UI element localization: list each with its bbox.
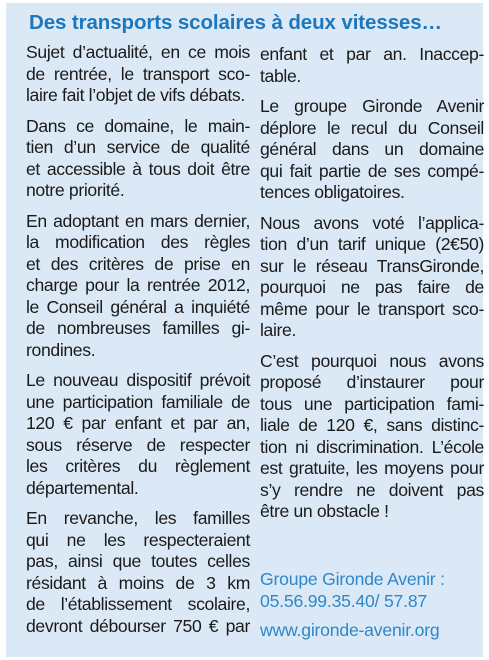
text-line: devront débourser 750 € par [26,615,250,636]
text-line: rondines. [26,339,96,360]
left-column [26,42,250,646]
text-line: Le groupe Gironde Avenir [260,96,484,116]
text-line: général dans un domaine [260,139,484,159]
text-line: Nous avons voté l’applica- [260,212,484,233]
text-line: En adoptant en mars dernier, [26,210,250,231]
text-line: tion d’un tarif unique (2€50) [260,234,484,254]
paragraph [260,351,484,523]
text-line: tences obligatoires. [260,182,405,202]
article-panel [6,3,483,657]
text-line: s’y rendre ne doivent pas [260,479,484,500]
text-line: tous une participation fami- [260,393,484,414]
text-line: proposé d’instaurer pour [260,372,484,392]
text-line: Dans ce domaine, le main- [26,115,250,136]
text-line: même pour le transport sco- [260,298,484,319]
text-line: de nombreuses familles gi- [26,318,250,338]
paragraph [26,370,250,499]
text-line: En revanche, les familles [26,508,250,528]
text-line: laire. [260,320,297,340]
text-line: et accessible à tous doit être [26,158,250,179]
text-line: départemental. [26,477,139,498]
text-line: et des critères de prise en [26,253,250,274]
article-title: Des transports scolaires à deux vitesses… [29,11,442,34]
text-line: résidant à moins de 3 km [26,572,250,593]
text-line: notre priorité. [26,180,125,200]
text-line: charge pour la rentrée 2012, [26,275,250,295]
text-line: C’est pourquoi nous avons [260,350,484,371]
text-line: la modification des règles [26,232,250,252]
website-link[interactable]: www.gironde-avenir.org [260,620,440,640]
paragraph [26,211,250,362]
text-line: table. [260,65,301,86]
text-line: tion ni discrimination. L’école [260,436,484,457]
right-column [260,44,484,532]
text-line: 120 € par enfant et par an, [26,413,250,433]
text-line: déplore le recul du Conseil [260,117,484,138]
text-line: être un obstacle ! [260,501,389,521]
signature-group: Groupe Gironde Avenir : [260,569,445,589]
text-line: qui ne les respecteraient [26,529,250,550]
paragraph [260,96,484,204]
text-line: le Conseil général a inquiété [26,296,250,317]
text-line: enfant et par an. Inaccep- [260,44,484,64]
text-line: sur le réseau TransGironde, [260,255,484,276]
text-line: de l’établissement scolaire, [26,594,250,614]
text-line: pourquoi ne pas faire de [260,277,484,297]
paragraph [260,44,484,87]
text-line: Le nouveau dispositif prévoit [26,370,250,390]
text-line: est gratuite, les moyens pour [260,458,484,478]
text-line: qui fait partie de ses compé- [260,160,484,181]
text-line: sous réserve de respecter [26,434,250,455]
paragraph [26,116,250,202]
text-line: tien d’un service de qualité [26,137,250,157]
text-line: de rentrée, le transport sco- [26,63,250,84]
text-line: liale de 120 €, sans distinc- [260,415,484,435]
text-line: pas, ainsi que toutes celles [26,551,250,571]
paragraph [260,213,484,342]
signature-phone: 05.56.99.35.40/ 57.87 [260,590,428,611]
text-line: les critères du règlement [26,456,250,476]
paragraph [26,42,250,107]
text-line: Sujet d’actualité, en ce mois [26,42,250,62]
signature-block [260,569,484,612]
paragraph [26,508,250,637]
text-line: laire fait l’objet de vifs débats. [26,85,245,105]
text-line: une participation familiale de [26,391,250,412]
